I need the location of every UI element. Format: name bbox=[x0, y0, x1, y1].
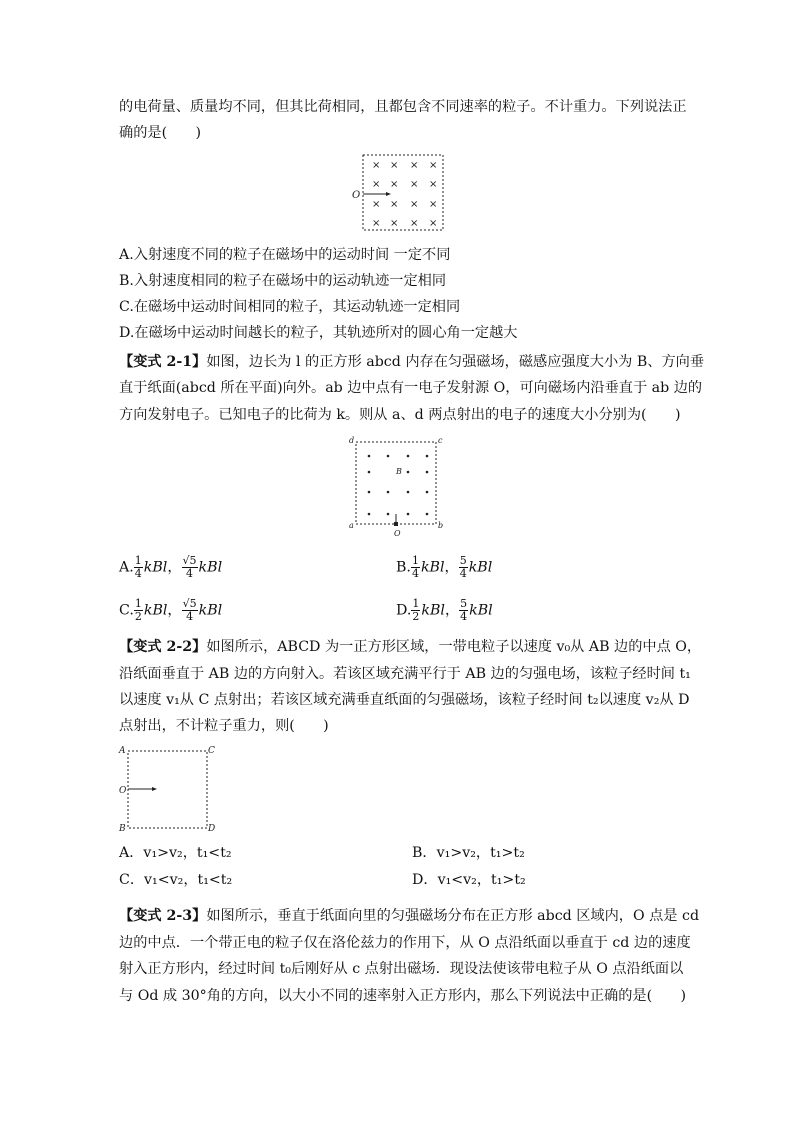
fraction bbox=[411, 555, 420, 580]
arrow-head-icon bbox=[386, 192, 391, 196]
label-a: a bbox=[349, 521, 354, 530]
variant-2-2-line3: 以速度 v₁从 C 点射出；若该区域充满垂直纸面的匀强磁场，该粒子经时间 t₂以速度 v₂从 D bbox=[119, 692, 690, 708]
svg-text:×: × bbox=[410, 218, 419, 229]
denominator: 4 bbox=[134, 567, 142, 580]
numerator: 5 bbox=[460, 597, 468, 610]
option-a bbox=[119, 555, 222, 580]
variant-2-3-line3: 射入正方形内，经过时间 t₀后刚好从 c 点射出磁场．现设法使该带电粒子从 O 点沿纸面以 bbox=[119, 961, 684, 977]
emitter-source bbox=[394, 522, 398, 526]
denominator: 4 bbox=[459, 567, 467, 580]
variant-text: 如图所示，ABCD 为一正方形区域，一带电粒子以速度 v₀从 AB 边的中点 O， bbox=[206, 639, 702, 655]
separator: ， bbox=[167, 559, 182, 576]
denominator: 4 bbox=[411, 567, 419, 580]
label-d: d bbox=[349, 436, 355, 445]
fraction bbox=[459, 555, 468, 580]
svg-text:×: × bbox=[410, 179, 419, 190]
numerator: 5 bbox=[459, 554, 467, 567]
svg-text:×: × bbox=[429, 218, 438, 229]
question-stem-line: 的电荷量、质量均不同，但其比荷相同，且都包含不同速率的粒子。不计重力。下列说法正 bbox=[119, 99, 687, 115]
variant-2-1-line3: 方向发射电子。已知电子的比荷为 k。则从 a、d 两点射出的电子的速度大小分别为( ) bbox=[119, 407, 681, 423]
denominator: 2 bbox=[134, 610, 142, 623]
label-B: B bbox=[396, 467, 402, 476]
dot-marks bbox=[368, 455, 429, 516]
fraction bbox=[134, 598, 143, 623]
label-D: D bbox=[208, 824, 216, 834]
option-c: C．v₁<v₂，t₁<t₂ bbox=[119, 872, 233, 888]
fraction bbox=[134, 555, 143, 580]
variant-2-3-line2: 边的中点．一个带正电的粒子仅在洛伦兹力的作用下，从 O 点沿纸面以垂直于 cd 边的速度 bbox=[119, 935, 691, 951]
variant-text: 如图，边长为 l 的正方形 abcd 内存在匀强磁场，磁感应强度大小为 B、方向垂 bbox=[206, 354, 705, 370]
numerator: 1 bbox=[411, 554, 419, 567]
variant-tag: 【变式 2-2】 bbox=[119, 639, 207, 655]
fraction bbox=[182, 555, 198, 580]
label-O: O bbox=[352, 190, 361, 201]
svg-text:×: × bbox=[429, 160, 438, 171]
separator: ， bbox=[444, 559, 459, 576]
svg-text:×: × bbox=[390, 199, 399, 210]
option-b: B．v₁>v₂，t₁>t₂ bbox=[412, 845, 525, 861]
square-abcd bbox=[356, 442, 436, 524]
svg-text:×: × bbox=[429, 199, 438, 210]
option-d: D．v₁<v₂，t₁>t₂ bbox=[412, 872, 526, 888]
numerator-sqrt5: √5 bbox=[182, 597, 197, 610]
option-prefix: D. bbox=[396, 602, 412, 619]
label-C: C bbox=[208, 746, 215, 756]
svg-text:×: × bbox=[390, 218, 399, 229]
kBl: kBl bbox=[198, 559, 223, 576]
label-O: O bbox=[394, 529, 401, 538]
option-c bbox=[119, 598, 222, 623]
option-b: B.入射速度相同的粒子在磁场中的运动轨迹一定相同 bbox=[119, 273, 447, 289]
option-prefix: A. bbox=[119, 559, 134, 576]
kBl: kBl bbox=[469, 602, 493, 619]
variant-text: 如图所示，垂直于纸面向里的匀强磁场分布在正方形 abcd 区域内，O 点是 cd bbox=[206, 908, 700, 924]
numerator: 1 bbox=[134, 554, 142, 567]
magnetic-field-cross-figure bbox=[350, 152, 446, 232]
option-d bbox=[396, 598, 493, 623]
variant-tag: 【变式 2-1】 bbox=[119, 354, 207, 370]
fraction bbox=[182, 598, 198, 623]
option-prefix: B. bbox=[396, 559, 411, 576]
denominator: 4 bbox=[460, 610, 468, 623]
separator: ， bbox=[167, 602, 182, 619]
separator: ， bbox=[444, 602, 460, 619]
option-d: D.在磁场中运动时间越长的粒子，其轨迹所对的圆心角一定越大 bbox=[119, 325, 518, 341]
denominator: 4 bbox=[186, 567, 194, 580]
numerator: 1 bbox=[134, 597, 142, 610]
option-a: A．v₁>v₂，t₁<t₂ bbox=[119, 845, 232, 861]
kBl: kBl bbox=[421, 602, 445, 619]
label-c: c bbox=[438, 436, 443, 445]
variant-2-2-line2: 沿纸面垂直于 AB 边的方向射入。若该区域充满平行于 AB 边的匀强电场，该粒子经时间 t₁ bbox=[119, 666, 691, 682]
svg-text:×: × bbox=[372, 179, 381, 190]
kBl: kBl bbox=[143, 602, 168, 619]
label-b: b bbox=[438, 521, 444, 530]
label-B: B bbox=[119, 824, 126, 834]
question-stem-line: 确的是( ) bbox=[119, 125, 202, 141]
label-A: A bbox=[119, 746, 126, 756]
square-ABCD-figure bbox=[114, 743, 224, 835]
kBl: kBl bbox=[468, 559, 493, 576]
variant-2-2-line1 bbox=[119, 637, 701, 657]
fraction bbox=[411, 598, 420, 623]
numerator-sqrt5: √5 bbox=[182, 554, 197, 567]
svg-text:×: × bbox=[410, 160, 419, 171]
svg-text:×: × bbox=[429, 179, 438, 190]
arrow-head-icon bbox=[152, 787, 157, 791]
variant-2-3-line1 bbox=[119, 906, 699, 926]
magnetic-field-dot-figure bbox=[344, 434, 448, 540]
denominator: 2 bbox=[412, 610, 420, 623]
option-b bbox=[396, 555, 492, 580]
option-prefix: C. bbox=[119, 602, 134, 619]
kBl: kBl bbox=[420, 559, 445, 576]
variant-2-1-line2: 直于纸面(abcd 所在平面)向外。ab 边中点有一电子发射源 O，可向磁场内沿垂直于 ab 边的 bbox=[119, 380, 703, 396]
variant-2-1-line1 bbox=[119, 352, 704, 372]
svg-text:×: × bbox=[372, 199, 381, 210]
numerator: 1 bbox=[412, 597, 420, 610]
option-c: C.在磁场中运动时间相同的粒子，其运动轨迹一定相同 bbox=[119, 299, 461, 315]
svg-text:×: × bbox=[410, 199, 419, 210]
fraction bbox=[459, 598, 468, 623]
variant-2-3-line4: 与 Od 成 30°角的方向，以大小不同的速率射入正方形内，那么下列说法中正确的是( ) bbox=[119, 988, 687, 1004]
svg-text:×: × bbox=[372, 160, 381, 171]
kBl: kBl bbox=[143, 559, 168, 576]
option-a: A.入射速度不同的粒子在磁场中的运动时间 一定不同 bbox=[119, 247, 451, 263]
svg-text:×: × bbox=[390, 160, 399, 171]
label-O: O bbox=[119, 786, 127, 796]
svg-text:×: × bbox=[372, 218, 381, 229]
svg-text:×: × bbox=[390, 179, 399, 190]
variant-tag: 【变式 2-3】 bbox=[119, 908, 207, 924]
variant-2-2-line4: 点射出，不计粒子重力，则( ) bbox=[119, 718, 329, 734]
denominator: 4 bbox=[186, 610, 194, 623]
kBl: kBl bbox=[198, 602, 223, 619]
